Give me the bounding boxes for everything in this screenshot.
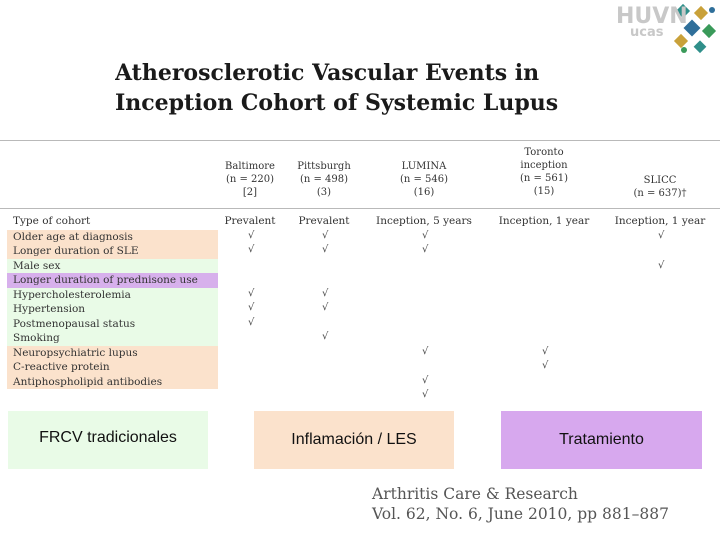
column-header-line: [2] — [242, 187, 258, 198]
column-header-line: (n = 220) — [225, 174, 275, 185]
table-row-label: Longer duration of SLE — [13, 245, 139, 257]
column-header-line: Baltimore — [225, 161, 275, 172]
legend-label-inflamacion: Inflamación / LES — [291, 431, 417, 448]
column-header-line: (n = 637)† — [633, 188, 687, 199]
huvn-logo — [612, 2, 718, 56]
column-header-line: (3) — [316, 187, 332, 198]
table-row-label: Hypertension — [13, 303, 86, 315]
table-row-label: Neuropsychiatric lupus — [13, 346, 138, 359]
check-mark: √ — [322, 244, 329, 255]
column-header-3 — [494, 146, 594, 198]
column-header-line: (n = 498) — [299, 174, 349, 185]
legend-box-inflamacion — [254, 411, 454, 469]
title-line-1: Atherosclerotic Vascular Events in — [115, 60, 540, 86]
check-mark: √ — [248, 229, 255, 241]
legend-label-frcv: FRCV tradicionales — [39, 428, 177, 446]
column-header-line: SLICC — [643, 175, 677, 186]
check-mark: √ — [422, 374, 429, 386]
column-header-line: (15) — [533, 186, 555, 197]
check-mark: √ — [542, 360, 549, 371]
column-header-line: (16) — [413, 187, 435, 198]
column-header-line: inception — [520, 160, 568, 171]
legend-box-frcv — [8, 411, 208, 469]
title-line-2: Inception Cohort of Systemic Lupus — [115, 90, 559, 116]
check-mark: √ — [422, 229, 429, 241]
legend-label-tratamiento: Tratamiento — [559, 431, 644, 448]
logo-subtext: ucas — [630, 25, 664, 40]
cohort-type-0: Prevalent — [224, 215, 276, 227]
check-mark: √ — [248, 287, 255, 299]
cohort-type-4: Inception, 1 year — [614, 215, 706, 227]
check-mark: √ — [248, 316, 255, 328]
table-row-label: Longer duration of prednisone use — [13, 274, 198, 286]
cohort-type-3: Inception, 1 year — [498, 215, 590, 227]
citation-volume: Vol. 62, No. 6, June 2010, pp 881–887 — [372, 505, 669, 523]
check-mark: √ — [322, 302, 329, 313]
legend-box-tratamiento — [501, 411, 702, 469]
cohort-type-1: Prevalent — [298, 215, 350, 227]
table-row-label: Smoking — [13, 332, 60, 344]
column-header-4 — [610, 174, 710, 200]
slide-title — [115, 58, 645, 118]
table-row-label: Older age at diagnosis — [13, 230, 133, 243]
column-header-line: (n = 546) — [399, 174, 449, 185]
table-row-label: Postmenopausal status — [13, 317, 136, 330]
column-header-2 — [374, 160, 474, 199]
check-mark: √ — [422, 345, 429, 357]
check-mark: √ — [422, 389, 429, 400]
check-mark: √ — [322, 331, 329, 342]
check-mark: √ — [658, 229, 665, 241]
table-top-rule — [0, 140, 720, 141]
check-mark: √ — [658, 259, 665, 271]
cohort-type-2: Inception, 5 years — [376, 215, 472, 227]
citation-journal: Arthritis Care & Research — [372, 485, 578, 503]
column-header-line: LUMINA — [401, 161, 447, 172]
type-of-cohort-label: Type of cohort — [13, 215, 91, 227]
citation — [372, 484, 669, 524]
cohort-table — [0, 140, 720, 400]
table-row-label: C-reactive protein — [13, 361, 110, 373]
column-header-line: Toronto — [524, 147, 564, 158]
column-header-line: (n = 561) — [519, 173, 569, 184]
table-row-label: Antiphospholipid antibodies — [13, 375, 163, 388]
check-mark: √ — [322, 287, 329, 299]
column-header-1 — [274, 160, 374, 199]
check-mark: √ — [248, 244, 255, 255]
table-row-label: Male sex — [13, 259, 61, 272]
check-mark: √ — [248, 302, 255, 313]
check-mark: √ — [322, 229, 329, 241]
check-mark: √ — [422, 244, 429, 255]
column-header-line: Pittsburgh — [297, 161, 351, 172]
check-mark: √ — [542, 345, 549, 357]
table-header-rule — [0, 208, 720, 209]
table-row-label: Hypercholesterolemia — [13, 288, 131, 301]
logo-text: HUVN — [616, 4, 688, 29]
